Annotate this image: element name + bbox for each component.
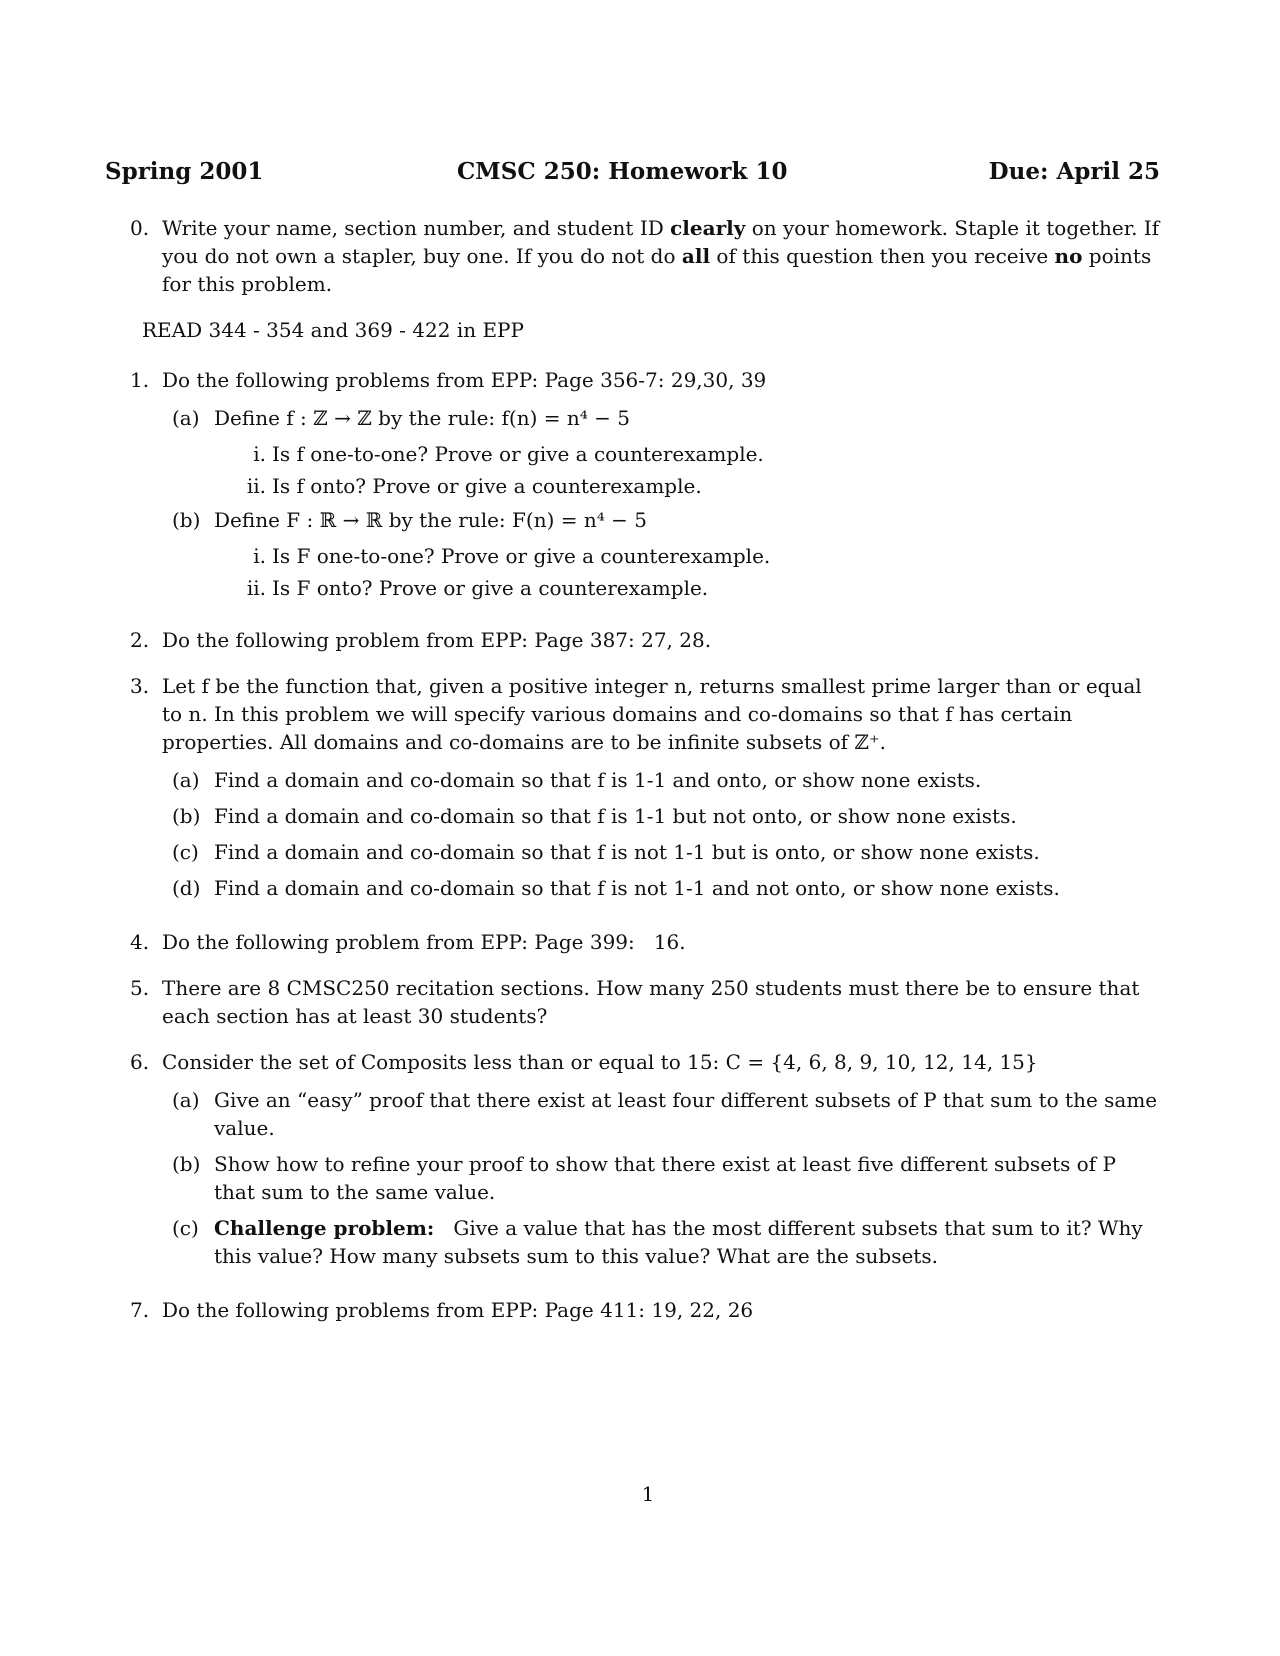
- subsubproblem-ii: [230, 574, 1162, 602]
- subsubproblem-label: i.: [253, 544, 266, 568]
- subsubproblem-label: ii.: [246, 474, 266, 498]
- subproblem-a: [172, 1086, 1162, 1142]
- subsubproblem-text: Is F one-to-one? Prove or give a counterexample.: [272, 544, 771, 568]
- subproblem-text: Define F : ℝ → ℝ by the rule: F(n) = n⁴ − 5: [214, 508, 647, 532]
- subproblem-text: Give a value that has the most different subsets that sum to it? Why this value? How many subsets sum to this value? What are the subsets.: [214, 1216, 1143, 1268]
- problem-text: There are 8 CMSC250 recitation sections. How many 250 students must there be to ensure that each section has at least 30 students?: [162, 976, 1140, 1028]
- problem-number: 5.: [130, 976, 150, 1000]
- problem-number: 6.: [130, 1050, 150, 1074]
- problem-body: [162, 366, 1162, 608]
- problem-text: Consider the set of Composits less than or equal to 15: C = {4, 6, 8, 9, 10, 12, 14, 15}: [162, 1050, 1038, 1074]
- subproblem-label: (a): [172, 406, 200, 430]
- problem-text: Do the following problem from EPP: Page 399: 16.: [162, 930, 686, 954]
- emphasis-clearly: clearly: [670, 216, 746, 240]
- problem-list: [130, 214, 1162, 1342]
- reading-assignment: READ 344 - 354 and 369 - 422 in EPP: [142, 318, 524, 342]
- problem-number: 7.: [130, 1298, 150, 1322]
- problem-number: 3.: [130, 674, 150, 698]
- subproblem-a: [172, 766, 1162, 794]
- subproblem-list: [172, 404, 1162, 602]
- subproblem-text: Define f : ℤ → ℤ by the rule: f(n) = n⁴ − 5: [214, 406, 630, 430]
- subproblem-text: Find a domain and co-domain so that f is not 1-1 and not onto, or show none exists.: [214, 876, 1060, 900]
- problem-body: [162, 1048, 1162, 1278]
- due-date: Due: April 25: [988, 158, 1160, 185]
- subsubproblem-text: Is f onto? Prove or give a counterexample.: [272, 474, 702, 498]
- problem-2: [130, 626, 1162, 654]
- subsubproblem-text: Is f one-to-one? Prove or give a counterexample.: [272, 442, 764, 466]
- text-part: of this question then you receive: [710, 244, 1055, 268]
- problem-number: 1.: [130, 368, 150, 392]
- term-label: Spring 2001: [105, 158, 264, 185]
- subproblem-text: Find a domain and co-domain so that f is 1-1 but not onto, or show none exists.: [214, 804, 1017, 828]
- emphasis-no: no: [1054, 244, 1083, 268]
- problem-6: [130, 1048, 1162, 1278]
- subproblem-label: (c): [172, 1216, 199, 1240]
- subproblem-b: [172, 1150, 1162, 1206]
- subproblem-list: [172, 1086, 1162, 1270]
- subproblem-label: (a): [172, 1088, 200, 1112]
- text-part: Write your name, section number, and student ID: [162, 216, 671, 240]
- problem-5: [130, 974, 1162, 1030]
- subsubproblem-i: [230, 542, 1162, 570]
- subproblem-label: (b): [172, 804, 201, 828]
- subproblem-d: [172, 874, 1162, 902]
- subproblem-c: [172, 1214, 1162, 1270]
- problem-1: [130, 366, 1162, 608]
- subproblem-label: (b): [172, 508, 201, 532]
- text-part: points for this problem.: [162, 244, 1152, 296]
- text-part: on your homework. Staple it together. If you do not own a stapler, buy one. If you do not do: [162, 216, 1160, 268]
- subproblem-label: (d): [172, 876, 201, 900]
- page-title: CMSC 250: Homework 10: [457, 158, 788, 185]
- subsubproblem-ii: [230, 472, 1162, 500]
- subsubproblem-i: [230, 440, 1162, 468]
- problem-3: [130, 672, 1162, 910]
- subproblem-b: [172, 802, 1162, 830]
- subsubproblem-label: ii.: [246, 576, 266, 600]
- subproblem-text: Find a domain and co-domain so that f is 1-1 and onto, or show none exists.: [214, 768, 982, 792]
- subproblem-label: (a): [172, 768, 200, 792]
- subproblem-text: Give an “easy” proof that there exist at least four different subsets of P that sum to the same value.: [214, 1088, 1158, 1140]
- problem-text: Do the following problems from EPP: Page 356-7: 29,30, 39: [162, 368, 767, 392]
- page-header: [105, 158, 1160, 185]
- subproblem-b: [172, 506, 1162, 534]
- problem-text: Let f be the function that, given a positive integer n, returns smallest prime larger than or equal to n. In this problem we will specify various domains and co-domains so that f has certain properties. All domains and co-domains are to be infinite subsets of ℤ⁺.: [162, 674, 1142, 754]
- problem-body: [162, 672, 1162, 910]
- subsubproblem-text: Is F onto? Prove or give a counterexample.: [272, 576, 709, 600]
- subproblem-list: [172, 766, 1162, 902]
- problem-4: [130, 928, 1162, 956]
- problem-number: 0.: [130, 216, 150, 240]
- subproblem-c: [172, 838, 1162, 866]
- challenge-label: Challenge problem:: [214, 1216, 435, 1240]
- subproblem-text: Find a domain and co-domain so that f is not 1-1 but is onto, or show none exists.: [214, 840, 1040, 864]
- problem-0: [130, 214, 1162, 298]
- problem-text: Do the following problem from EPP: Page 387: 27, 28.: [162, 628, 712, 652]
- subsubproblem-list: [230, 542, 1162, 602]
- problem-text: Do the following problems from EPP: Page 411: 19, 22, 26: [162, 1298, 754, 1322]
- problem-number: 4.: [130, 930, 150, 954]
- emphasis-all: all: [681, 244, 711, 268]
- subsubproblem-list: [230, 440, 1162, 500]
- problem-number: 2.: [130, 628, 150, 652]
- subsubproblem-label: i.: [253, 442, 266, 466]
- subproblem-content: [214, 1214, 1162, 1270]
- subproblem-label: (c): [172, 840, 199, 864]
- subproblem-a: [172, 404, 1162, 432]
- subproblem-text: Show how to refine your proof to show that there exist at least five different subsets of P that sum to the same value.: [214, 1152, 1116, 1204]
- problem-text: [162, 214, 1162, 298]
- problem-7: [130, 1296, 1162, 1324]
- page-number: 1: [641, 1482, 655, 1506]
- subproblem-label: (b): [172, 1152, 201, 1176]
